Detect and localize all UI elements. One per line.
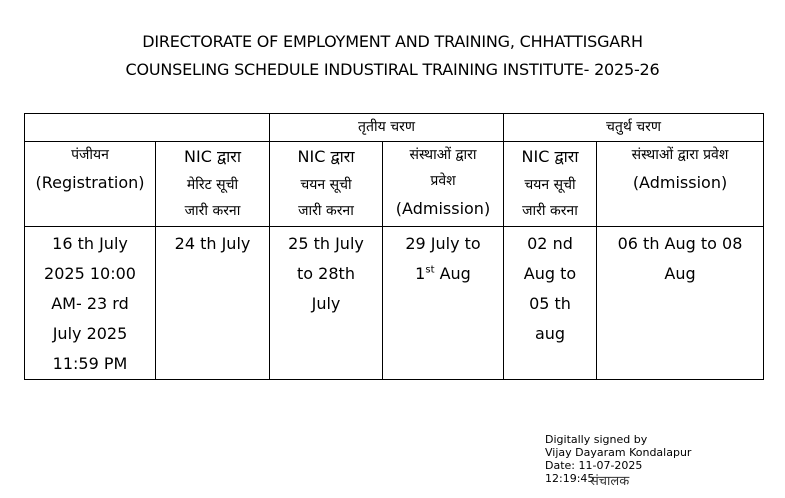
sel3-line: to 28th — [297, 264, 355, 283]
document-title-line-1: DIRECTORATE OF EMPLOYMENT AND TRAINING, CHHATTISGARH — [142, 32, 643, 51]
adm3-ordinal: st — [425, 264, 435, 276]
header-adm3-line-1: संस्थाओं द्वारा — [409, 147, 477, 163]
sel4-line: 02 nd — [527, 234, 573, 253]
merit-line: 24 th July — [174, 234, 251, 253]
signatory-designation: संचालक — [590, 474, 630, 489]
selection-third-dates — [270, 227, 383, 380]
document-title-line-2: COUNSELING SCHEDULE INDUSTIRAL TRAINING INSTITUTE- 2025-26 — [125, 60, 660, 79]
adm3-line-2 — [383, 259, 503, 289]
registration-line: AM- 23 rd — [51, 294, 129, 313]
header-merit-line-1: NIC द्वारा — [184, 147, 241, 166]
phase-third: तृतीय चरण — [270, 114, 504, 142]
header-registration-hindi: पंजीयन — [71, 147, 109, 163]
schedule-table — [24, 113, 764, 380]
phase-blank-cell — [25, 114, 270, 142]
header-merit-line-3: जारी करना — [184, 203, 241, 219]
header-adm3-line-2: प्रवेश — [430, 173, 456, 189]
selection-fourth-dates — [504, 227, 597, 380]
header-admission-third — [383, 142, 504, 227]
header-selection-fourth — [504, 142, 597, 227]
header-registration-english: (Registration) — [35, 173, 145, 192]
adm3-day: 1 — [415, 264, 426, 283]
signature-line-1: Digitally signed by — [545, 433, 648, 446]
header-adm3-line-3: (Admission) — [395, 199, 491, 218]
registration-line: 11:59 PM — [52, 354, 128, 373]
merit-date — [156, 227, 270, 380]
header-merit-list — [156, 142, 270, 227]
sel3-line: 25 th July — [288, 234, 364, 253]
signature-line-3: Date: 11-07-2025 — [545, 459, 643, 472]
header-sel3-line-3: जारी करना — [298, 203, 354, 219]
registration-line: 2025 10:00 — [44, 264, 136, 283]
sel4-line: Aug to — [523, 264, 577, 283]
header-sel3-line-2: चयन सूची — [300, 177, 352, 193]
header-sel4-line-1: NIC द्वारा — [521, 147, 579, 166]
admission-fourth-dates — [597, 227, 764, 380]
header-selection-third — [270, 142, 383, 227]
dates-row — [25, 227, 764, 380]
phase-row — [25, 114, 764, 142]
registration-dates — [25, 227, 156, 380]
header-sel4-line-2: चयन सूची — [524, 177, 576, 193]
header-row — [25, 142, 764, 227]
header-admission-fourth — [597, 142, 764, 227]
sel3-line: July — [311, 294, 341, 313]
sel4-line: aug — [534, 324, 566, 343]
header-registration — [25, 142, 156, 227]
header-adm4-line-1: संस्थाओं द्वारा प्रवेश — [631, 147, 729, 163]
signature-line-2: Vijay Dayaram Kondalapur — [545, 446, 692, 459]
header-merit-line-2: मेरिट सूची — [186, 177, 239, 193]
admission-third-dates — [383, 227, 504, 380]
adm3-month: Aug — [434, 264, 471, 283]
header-sel3-line-1: NIC द्वारा — [297, 147, 355, 166]
signature-line-4: 12:19:45 — [545, 472, 595, 485]
header-adm4-line-2: (Admission) — [632, 173, 728, 192]
adm4-line: 06 th Aug to 08 — [617, 234, 743, 253]
sel4-line: 05 th — [529, 294, 571, 313]
adm4-line: Aug — [664, 264, 696, 283]
adm3-line: 29 July to — [405, 234, 481, 253]
registration-line: 16 th July — [52, 234, 128, 253]
registration-line: July 2025 — [52, 324, 128, 343]
header-sel4-line-3: जारी करना — [522, 203, 578, 219]
phase-fourth: चतुर्थ चरण — [504, 114, 764, 142]
